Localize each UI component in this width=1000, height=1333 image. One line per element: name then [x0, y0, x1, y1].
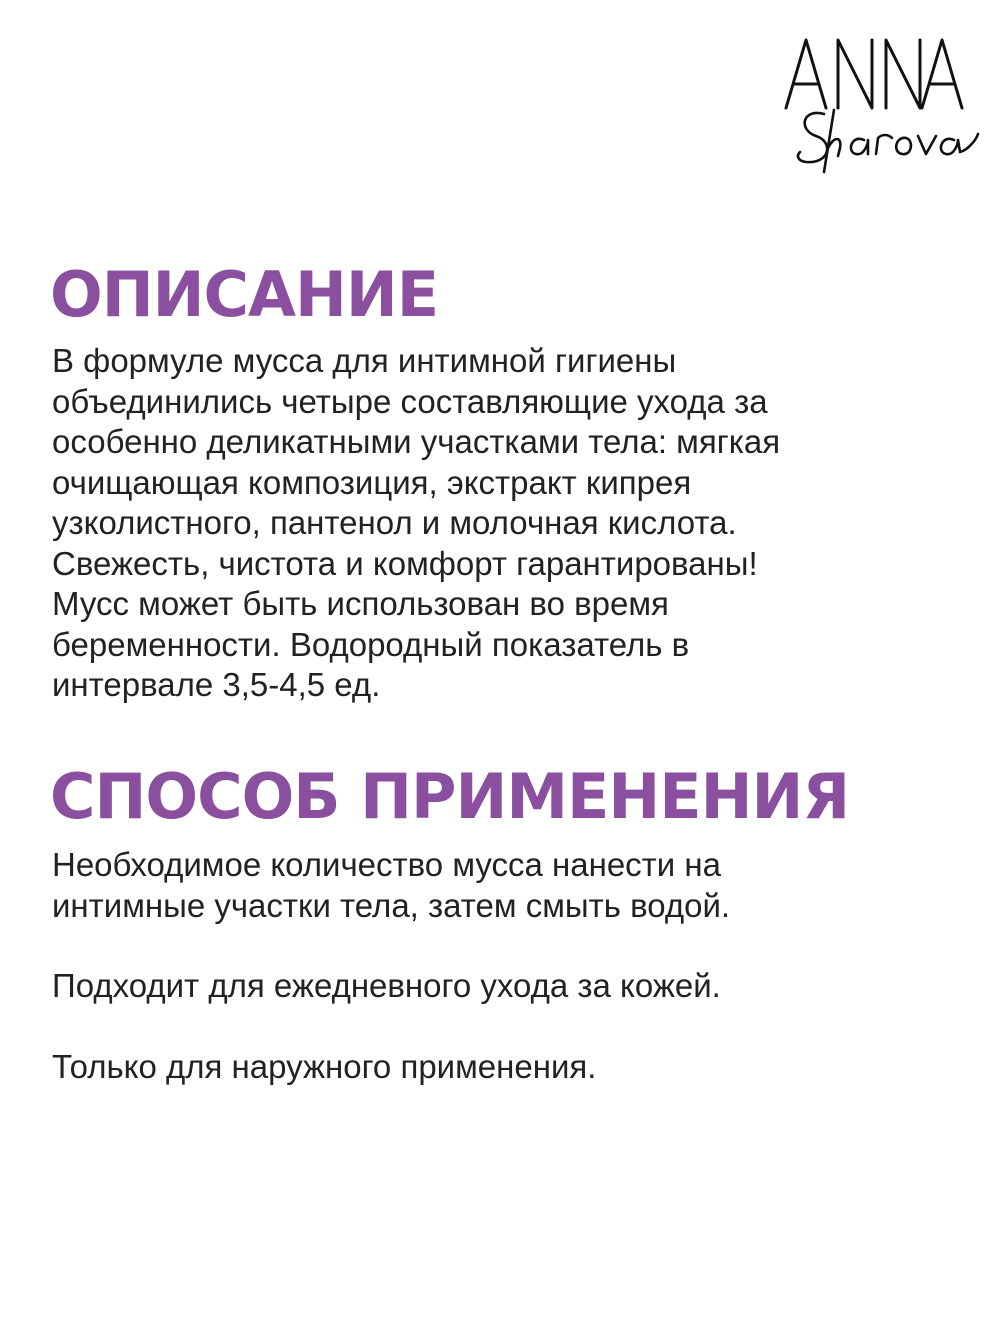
description-line: беременности. Водородный показатель в: [52, 625, 690, 663]
usage-line: Необходимое количество мусса нанести на: [52, 846, 721, 883]
description-paragraph: [52, 341, 780, 706]
usage-line: интимные участки тела, затем смыть водой.: [52, 886, 731, 924]
external-use-note: Только для наружного применения.: [52, 1048, 597, 1085]
daily-care-note: Подходит для ежедневного ухода за кожей.: [52, 967, 721, 1004]
description-line: очищающая композиция, экстракт кипрея: [52, 463, 692, 501]
usage-paragraph: [52, 845, 730, 926]
description-line: Свежесть, чистота и комфорт гарантированы!: [52, 544, 758, 582]
brand-logo: [772, 22, 982, 182]
description-line: особенно деликатными участками тела: мягкая: [52, 423, 781, 460]
description-line: интервале 3,5-4,5 ед.: [52, 666, 381, 703]
description-heading: ОПИСАНИЕ: [50, 258, 439, 331]
description-line: узколистного, пантенол и молочная кислота.: [52, 504, 737, 541]
usage-heading: СПОСОБ ПРИМЕНЕНИЯ: [50, 760, 850, 833]
description-line: Мусс может быть использован во время: [52, 585, 669, 622]
description-line: объединились четыре составляющие ухода за: [52, 382, 768, 420]
description-line: В формуле мусса для интимной гигиены: [52, 342, 677, 379]
